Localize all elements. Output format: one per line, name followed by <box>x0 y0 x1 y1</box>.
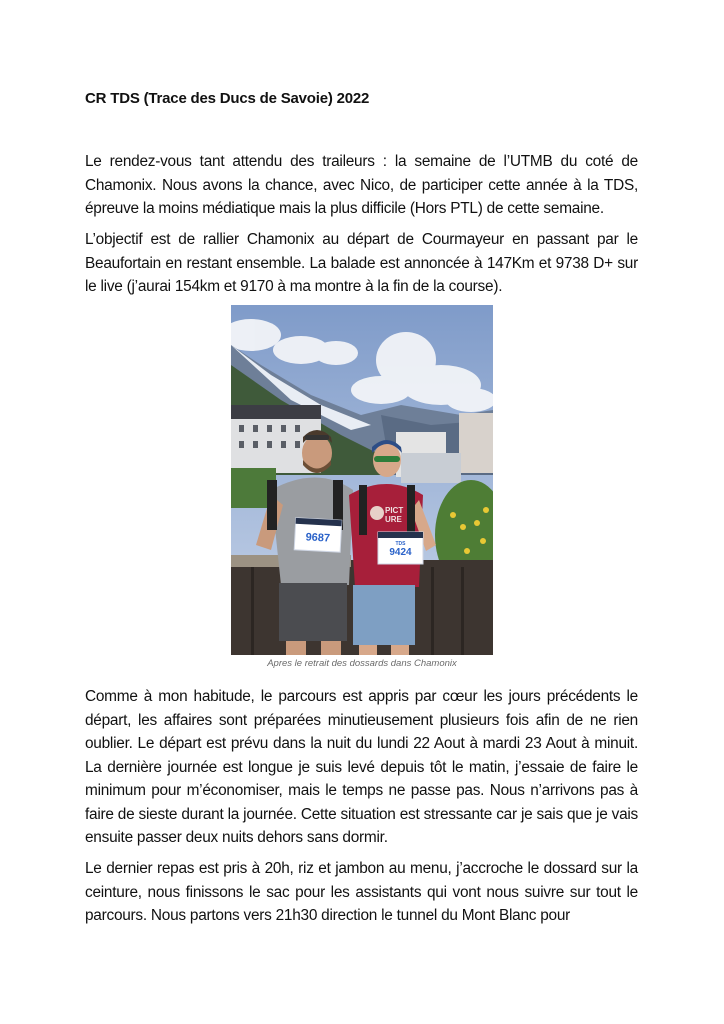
shirt-text-line1: PICT <box>385 506 404 515</box>
photo-caption: Apres le retrait des dossards dans Chamonix <box>267 658 457 669</box>
paragraph-last-meal: Le dernier repas est pris à 20h, riz et jambon au menu, j’accroche le dossard sur la ceinture, nous finissons le sac pour les assistants qui vont nous suivre sur tout le parcours. Nous partons vers 21h30 direction le tunnel du Mont Blanc pour <box>85 860 638 924</box>
bib-right-number: 9424 <box>389 547 412 558</box>
paragraph-preparation: Comme à mon habitude, le parcours est appris par cœur les jours précédents le départ, les affaires sont préparées minutieusement plusieurs fois afin de ne rien oublier. Le départ est prévu dans la nuit du lundi 22 Aout à mardi 23 Aout à minuit. La dernière journée est longue je suis levé depuis tôt le matin, j’essaie de faire le minimum pour m’économiser, mais le temps ne passe pas. Nous n’arrivons pas à faire de sieste durant la journée. Cette situation est stressante car je sais que je vais ensuite passer deux nuits dehors sans dormir. <box>85 688 638 846</box>
paragraph-objective: L’objectif est de rallier Chamonix au départ de Courmayeur en passant par le Beaufortain en restant ensemble. La balade est annoncée à 147Km et 9738 D+ sur le live (j’aurai 154km et 9170 à ma montre à la fin de la course). <box>85 231 638 295</box>
shirt-text-line2: URE <box>385 515 402 524</box>
photo-runners-chamonix <box>231 305 493 655</box>
document-title: CR TDS (Trace des Ducs de Savoie) 2022 <box>85 90 370 107</box>
bib-left-number: 9687 <box>305 531 331 545</box>
bib-right-label: TDS <box>395 541 406 547</box>
paragraph-intro: Le rendez-vous tant attendu des traileurs : la semaine de l’UTMB du coté de Chamonix. Nous avons la chance, avec Nico, de participer cette année à la TDS, épreuve la moins médiatique mais la plus difficile (Hors PTL) de cette semaine. <box>85 153 638 217</box>
photo-illustration <box>231 305 493 655</box>
